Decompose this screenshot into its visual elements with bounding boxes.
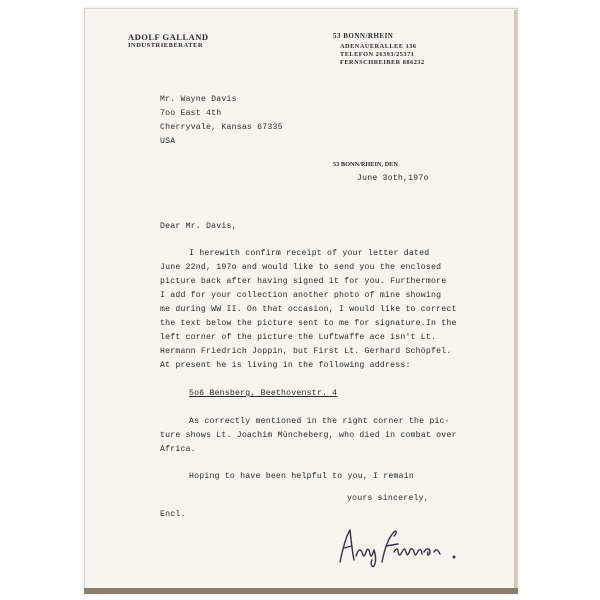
body-line: me during WW II. On that occasion, I would like to correct: [160, 305, 457, 314]
body-line: Africa.: [160, 445, 196, 454]
sheet-edge: [514, 10, 517, 590]
salutation: Dear Mr. Davis,: [160, 222, 237, 231]
body-line: picture back after having signed it for you. Furthermore: [160, 277, 447, 286]
letterhead-street: ADENAUERALLEE 136: [340, 43, 417, 50]
enclosure-note: Encl.: [160, 510, 186, 519]
recipient-line-2: 7oo East 4th: [160, 109, 222, 118]
recipient-line-3: Cherryvale, Kansas 67335: [160, 123, 283, 132]
letterhead-telex: FERNSCHREIBER 886232: [340, 59, 425, 66]
dateline-date: June 3oth,197o: [357, 174, 429, 183]
letter-sheet: [84, 8, 518, 594]
letterhead-title: INDUSTRIEBERATER: [128, 42, 204, 49]
body-line: I add for your collection another photo of mine showing: [160, 291, 442, 300]
body-line: Hermann Friedrich Joppin, but First Lt. Gerhard Schöpfel.: [160, 347, 452, 356]
body-line: June 22nd, 197o and would like to send you the enclosed: [160, 263, 442, 272]
body-line: the text below the picture sent to me for signature.In the: [160, 319, 457, 328]
body-line: As correctly mentioned in the right corner the pic-: [189, 417, 450, 426]
sheet-bottom-edge: [84, 588, 518, 594]
letterhead-phone: TELEFON 26393/25371: [340, 51, 415, 58]
body-line: I herewith confirm receipt of your letter dated: [189, 249, 430, 258]
handwritten-signature: [336, 522, 466, 568]
body-line: Hoping to have been helpful to you, I remain: [189, 472, 414, 481]
closing: yours sincerely,: [347, 494, 429, 503]
letterhead-city: 53 BONN/RHEIN: [333, 32, 394, 40]
letterhead-name: ADOLF GALLAND: [128, 32, 209, 42]
recipient-line-4: USA: [160, 137, 176, 146]
body-line: ture shows Lt. Joachim Müncheberg, who died in combat over: [160, 431, 457, 440]
body-address: 5o6 Bensberg, Beethovenstr. 4: [189, 389, 338, 398]
recipient-line-1: Mr. Wayne Davis: [160, 95, 237, 104]
dateline-city: 53 BONN/RHEIN, DEN: [333, 161, 398, 168]
body-line: left corner of the picture the Luftwaffe ace isn't Lt.: [160, 333, 437, 342]
body-line: At present he is living in the following address:: [160, 361, 411, 370]
